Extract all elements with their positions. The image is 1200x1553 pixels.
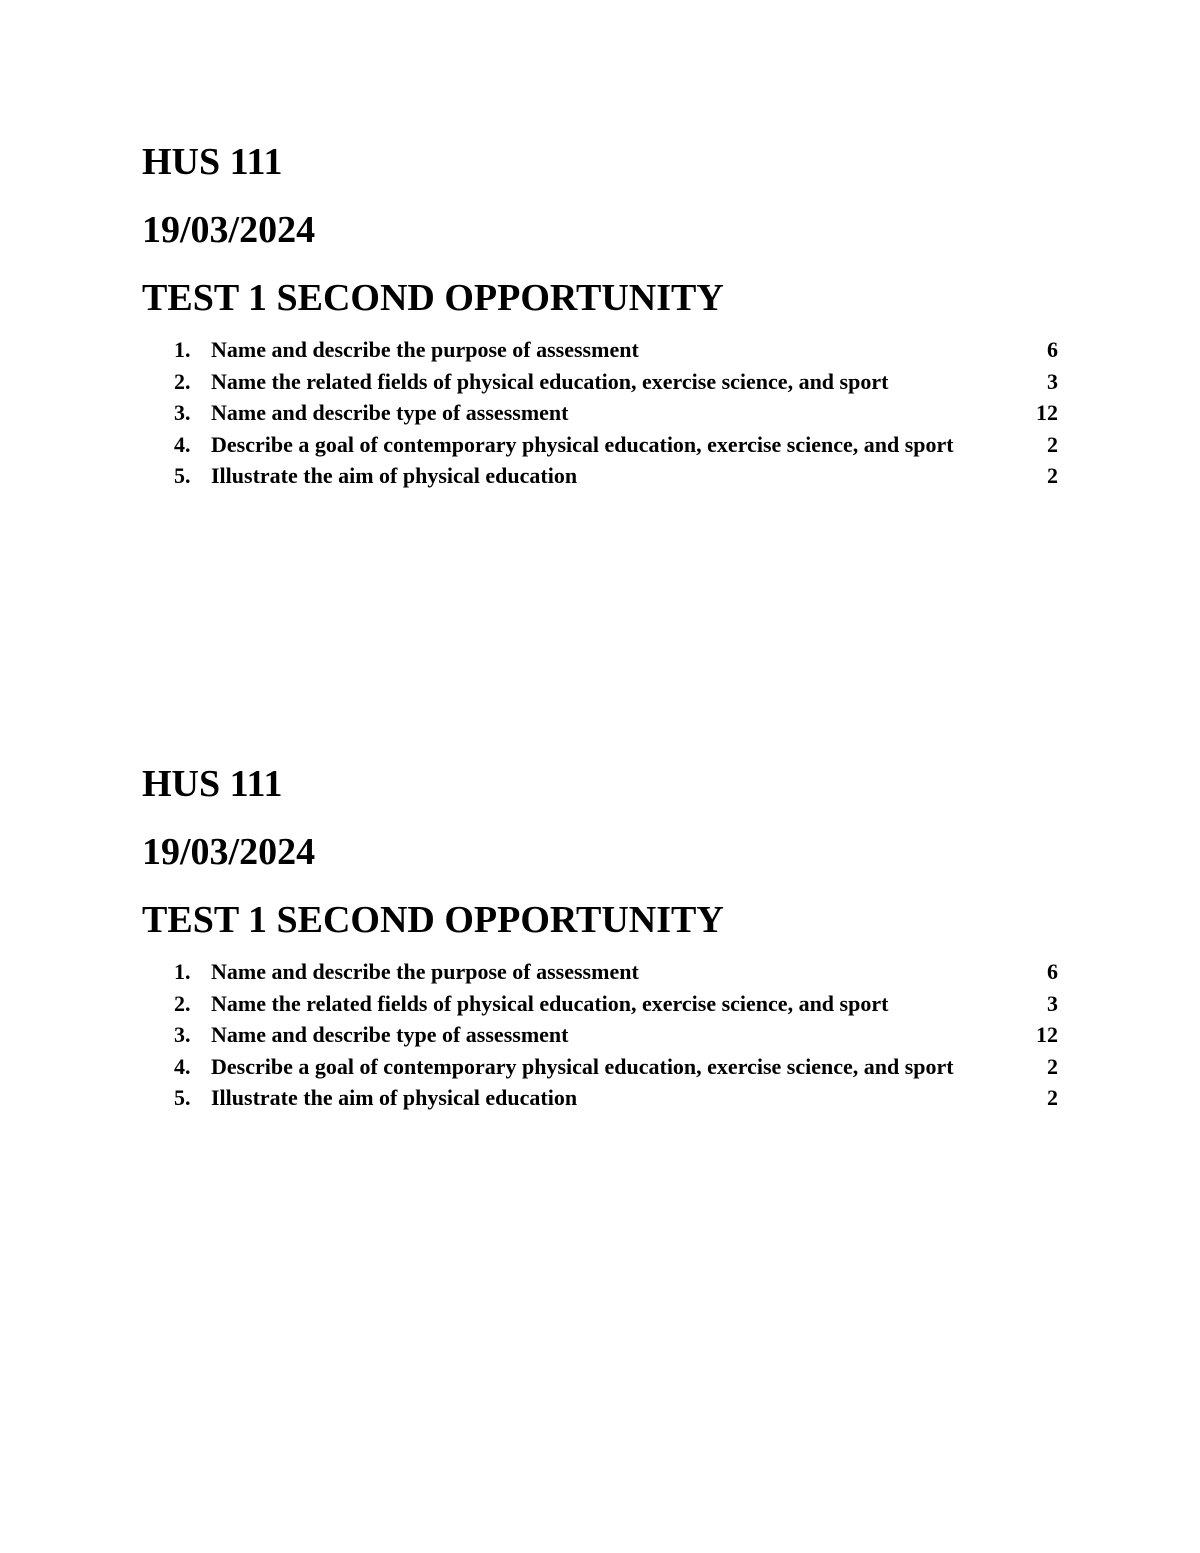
question-marks: 2	[1047, 463, 1058, 488]
question-number: 4.	[174, 1053, 191, 1079]
question-number: 3.	[174, 400, 191, 425]
question-number: 5.	[174, 463, 191, 488]
question-text: Illustrate the aim of physical education	[211, 463, 578, 488]
question-text: Name the related fields of physical education, exercise science, and sport	[211, 990, 889, 1016]
question-number: 3.	[174, 1022, 191, 1047]
question-marks: 6	[1047, 959, 1058, 984]
question-item	[142, 366, 1062, 398]
question-item	[142, 988, 1062, 1020]
question-marks: 3	[1047, 990, 1058, 1016]
question-text: Describe a goal of contemporary physical education, exercise science, and sport	[211, 431, 954, 457]
question-text: Name and describe type of assessment	[211, 400, 569, 425]
question-list	[142, 334, 1062, 492]
question-marks: 2	[1047, 431, 1058, 457]
question-number: 1.	[174, 959, 191, 984]
question-text: Name and describe the purpose of assessment	[211, 337, 639, 362]
question-marks: 12	[1036, 400, 1058, 425]
question-item	[142, 334, 1062, 366]
question-number: 1.	[174, 337, 191, 362]
question-text: Name and describe type of assessment	[211, 1022, 569, 1047]
question-item	[142, 956, 1062, 988]
question-marks: 6	[1047, 337, 1058, 362]
question-item	[142, 1019, 1062, 1051]
question-text: Name the related fields of physical education, exercise science, and sport	[211, 368, 889, 394]
course-code: HUS 111	[142, 763, 283, 805]
test-date: 19/03/2024	[142, 209, 316, 251]
question-number: 5.	[174, 1085, 191, 1110]
question-marks: 3	[1047, 368, 1058, 394]
question-text: Name and describe the purpose of assessment	[211, 959, 639, 984]
question-text: Illustrate the aim of physical education	[211, 1085, 578, 1110]
question-list	[142, 956, 1062, 1114]
test-block-2	[142, 762, 1062, 1114]
question-item	[142, 1051, 1062, 1083]
question-marks: 12	[1036, 1022, 1058, 1047]
question-item	[142, 460, 1062, 492]
question-number: 2.	[174, 990, 191, 1016]
question-item	[142, 397, 1062, 429]
question-item	[142, 429, 1062, 461]
question-number: 4.	[174, 431, 191, 457]
question-item	[142, 1082, 1062, 1114]
question-marks: 2	[1047, 1085, 1058, 1110]
question-number: 2.	[174, 368, 191, 394]
test-date: 19/03/2024	[142, 831, 316, 873]
question-marks: 2	[1047, 1053, 1058, 1079]
test-block-1	[142, 140, 1062, 492]
test-title: TEST 1 SECOND OPPORTUNITY	[142, 899, 724, 941]
test-title: TEST 1 SECOND OPPORTUNITY	[142, 277, 724, 319]
course-code: HUS 111	[142, 141, 283, 183]
question-text: Describe a goal of contemporary physical education, exercise science, and sport	[211, 1053, 954, 1079]
